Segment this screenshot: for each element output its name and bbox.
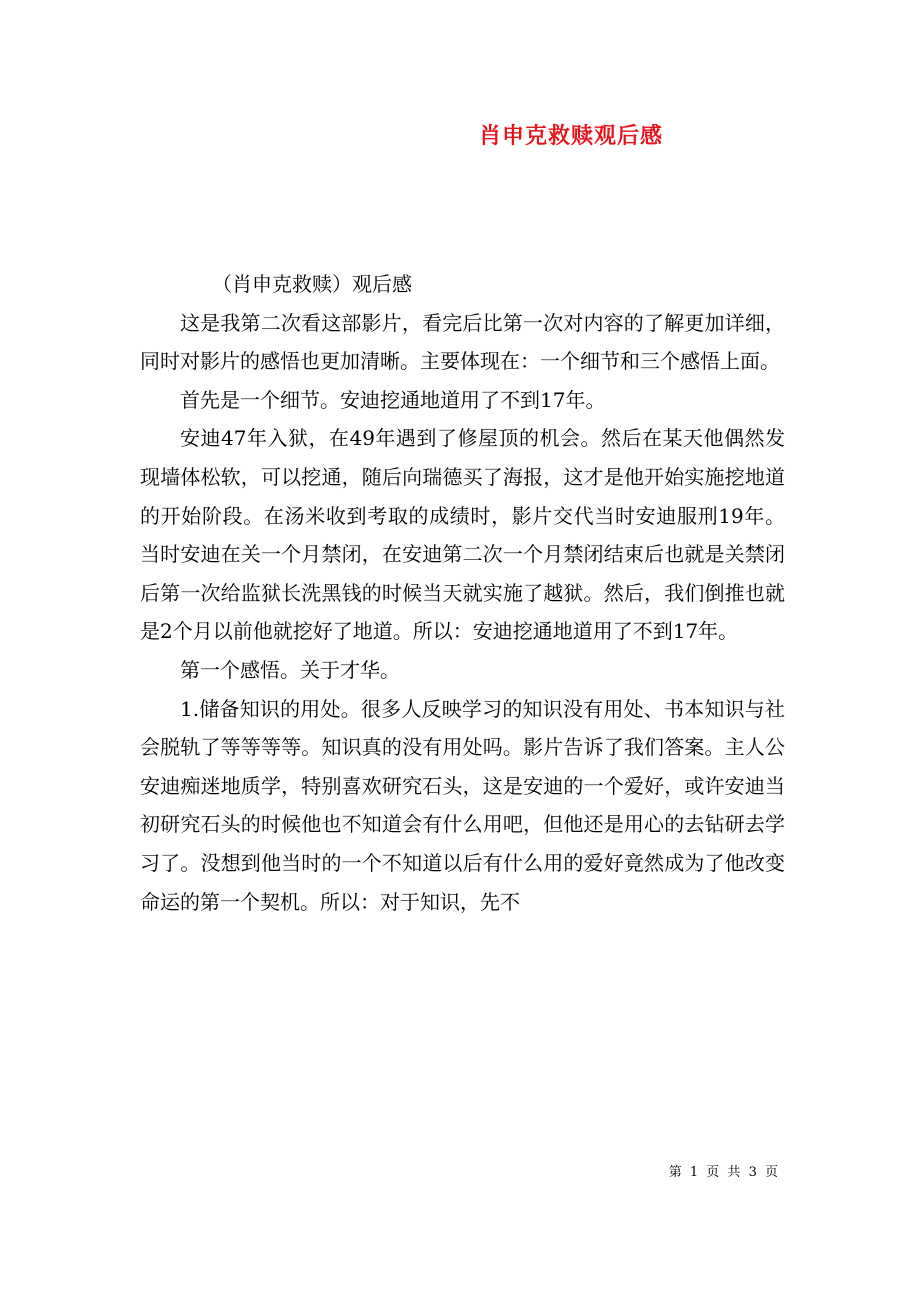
detail-heading-paragraph: 首先是一个细节。安迪挖通地道用了不到17年。 — [180, 387, 606, 412]
footer-suffix: 页 — [764, 1165, 780, 1180]
footer-prefix: 第 — [668, 1165, 684, 1180]
document-body — [140, 265, 785, 921]
intro-paragraph: 这是我第二次看这部影片，看完后比第一次对内容的了解更加详细，同时对影片的感悟也更加清晰。主要体现在：一个细节和三个感悟上面。 — [140, 310, 785, 374]
subtitle-paragraph: （肖申克救赎）观后感 — [212, 272, 412, 296]
insight-heading-paragraph: 第一个感悟。关于才华。 — [180, 657, 400, 682]
detail-paragraph: 安迪47年入狱，在49年遇到了修屋顶的机会。然后在某天他偶然发现墙体松软，可以挖通，随后向瑞德买了海报，这才是他开始实施挖地道的开始阶段。在汤米收到考取的成绩时，影片交代当时安迪服刑19年。当时安迪在关一个月禁闭，在安迪第二次一个月禁闭结束后也就是关禁闭后第一次给监狱长洗黑钱的时候当天就实施了越狱。然后，我们倒推也就是2个月以前他就挖好了地道。所以：安迪挖通地道用了不到17年。 — [140, 426, 785, 644]
footer-middle: 页 共 — [706, 1165, 743, 1180]
knowledge-paragraph: 1.储备知识的用处。很多人反映学习的知识没有用处、书本知识与社会脱轨了等等等等。知识真的没有用处吗。影片告诉了我们答案。主人公安迪痴迷地质学，特别喜欢研究石头，这是安迪的一个爱好，或许安迪当初研究石头的时候他也不知道会有什么用吧，但他还是用心的去钻研去学习了。没想到他当时的一个不知道以后有什么用的爱好竟然成为了他改变命运的第一个契机。所以：对于知识，先不 — [140, 696, 785, 914]
page-footer — [669, 1164, 780, 1182]
document-title: 肖申克救赎观后感 — [478, 123, 663, 149]
footer-total-pages: 3 — [748, 1165, 759, 1180]
footer-page-number: 1 — [689, 1165, 701, 1180]
